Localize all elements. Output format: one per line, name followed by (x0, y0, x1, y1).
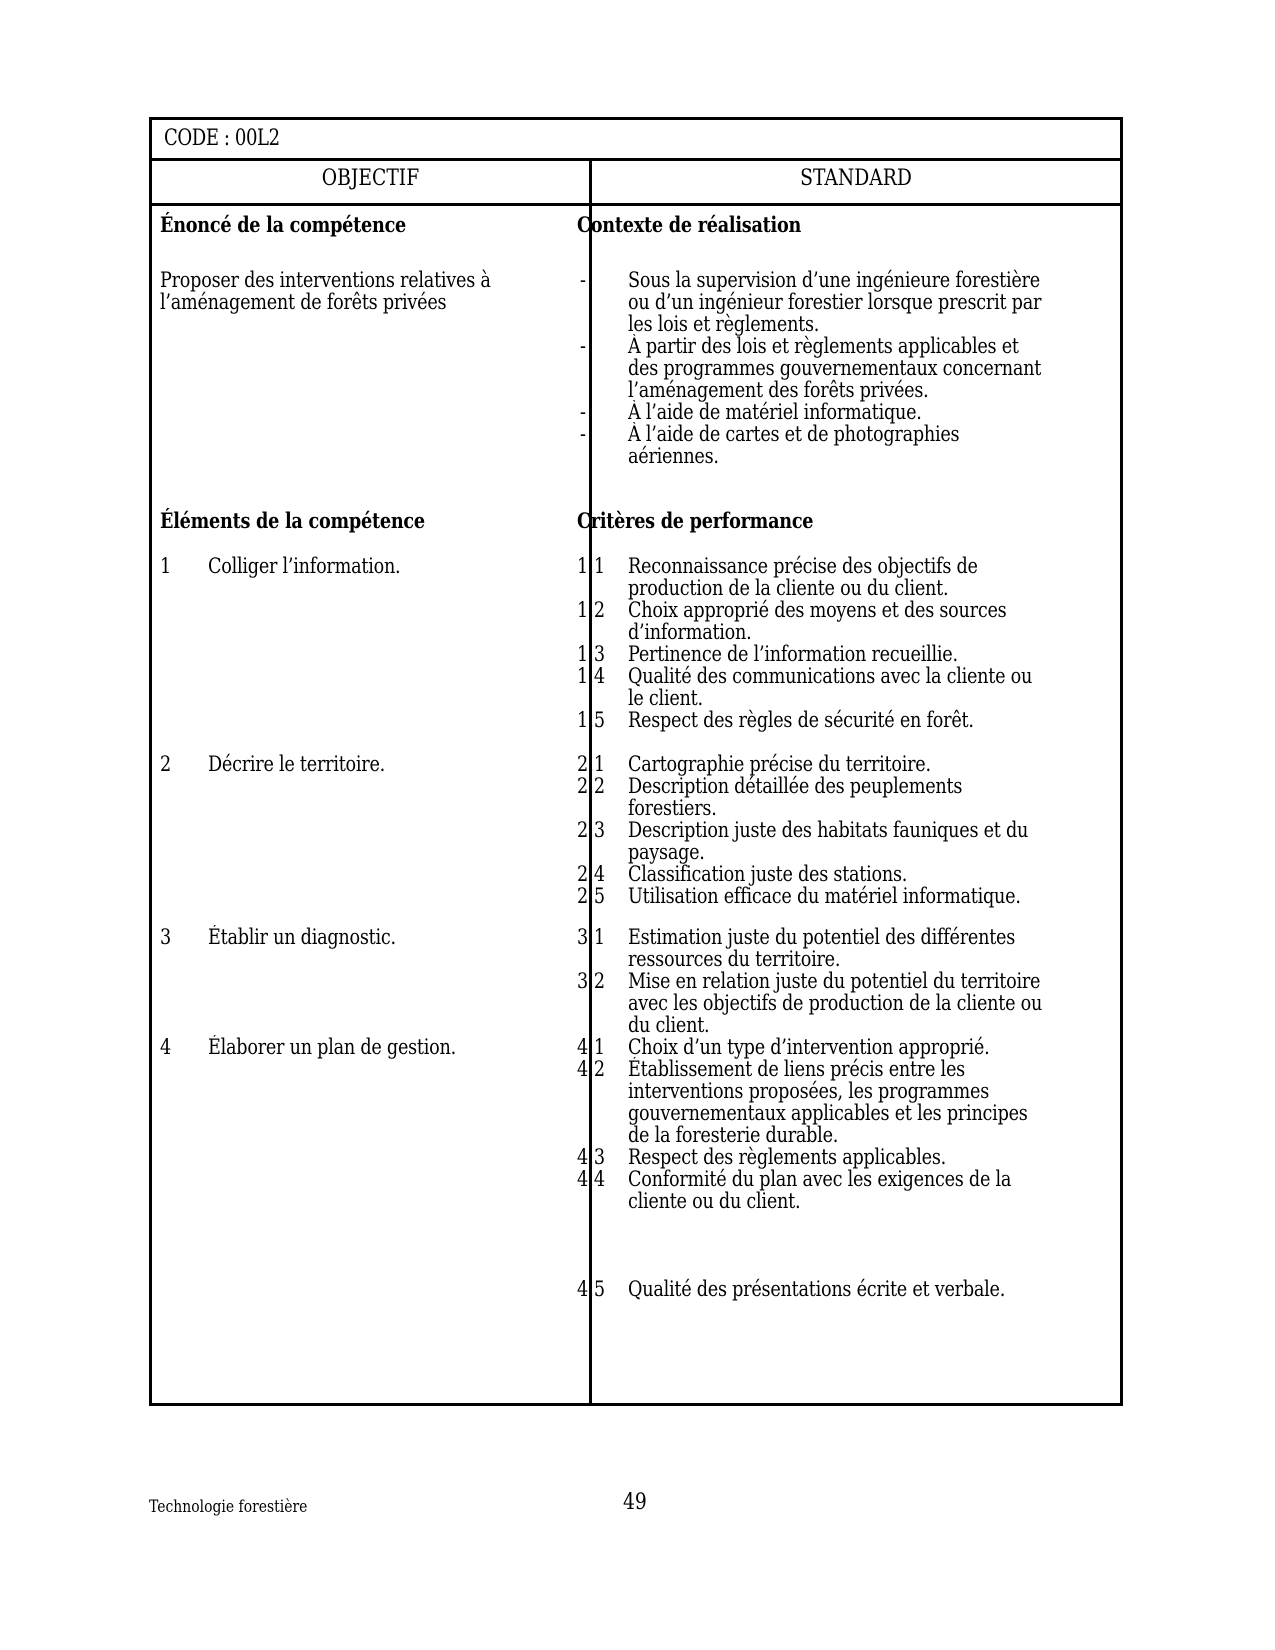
objectif-header: OBJECTIF (321, 166, 420, 191)
criterion-line: interventions proposées, les programmes (628, 1079, 990, 1103)
criterion-line: de la foresterie durable. (628, 1123, 839, 1147)
criterion-line: Classification juste des stations. (628, 862, 908, 886)
criterion-line: ressources du territoire. (628, 947, 841, 971)
criterion-line: Respect des règles de sécurité en forêt. (628, 708, 974, 732)
criterion-number: 4.5 (577, 1277, 606, 1301)
criteres-title: Critères de performance (577, 508, 814, 533)
element-number: 2 (160, 752, 172, 776)
criterion-number: 2.3 (577, 818, 606, 842)
criterion-line: gouvernementaux applicables et les principes (628, 1101, 1028, 1125)
criterion-line: Respect des règlements applicables. (628, 1145, 946, 1169)
criterion-line: Utilisation efficace du matériel informatique. (628, 884, 1021, 908)
contexte-line: l’aménagement des forêts privées. (628, 378, 929, 402)
criterion-line: Qualité des présentations écrite et verbale. (628, 1277, 1006, 1301)
elements-title: Éléments de la compétence (160, 508, 425, 533)
element-number: 1 (160, 554, 172, 578)
contexte-title: Contexte de réalisation (577, 212, 802, 237)
footer-program-name: Technologie forestière (149, 1497, 308, 1517)
element-number: 4 (160, 1035, 172, 1059)
criterion-number: 1.4 (577, 664, 606, 688)
element-label: Élaborer un plan de gestion. (208, 1035, 456, 1059)
enonce-line: Proposer des interventions relatives à (160, 268, 491, 292)
criterion-line: Établissement de liens précis entre les (628, 1057, 965, 1081)
contexte-line: À l’aide de cartes et de photographies (628, 422, 960, 446)
criterion-line: du client. (628, 1013, 710, 1037)
standard-header: STANDARD (800, 166, 912, 191)
criterion-number: 2.4 (577, 862, 606, 886)
criterion-number: 4.3 (577, 1145, 606, 1169)
bullet: - (580, 334, 586, 358)
contexte-line: ou d’un ingénieur forestier lorsque prescrit par (628, 290, 1042, 314)
enonce-title: Énoncé de la compétence (160, 212, 407, 237)
criterion-number: 1.5 (577, 708, 606, 732)
criterion-number: 2.1 (577, 752, 606, 776)
contexte-line: À partir des lois et règlements applicables et (628, 334, 1019, 358)
page-number: 49 (623, 1490, 647, 1515)
criterion-number: 2.5 (577, 884, 606, 908)
criterion-line: Choix d’un type d’intervention approprié. (628, 1035, 990, 1059)
contexte-line: les lois et règlements. (628, 312, 820, 336)
bullet: - (580, 268, 586, 292)
criterion-line: avec les objectifs de production de la cliente ou (628, 991, 1043, 1015)
criterion-number: 3.1 (577, 925, 606, 949)
contexte-line: des programmes gouvernementaux concernant (628, 356, 1042, 380)
criterion-line: Qualité des communications avec la cliente ou (628, 664, 1033, 688)
criterion-line: paysage. (628, 840, 705, 864)
element-label: Colliger l’information. (208, 554, 401, 578)
contexte-line: Sous la supervision d’une ingénieure forestière (628, 268, 1040, 292)
code-row (152, 120, 1120, 161)
contexte-line: À l’aide de matériel informatique. (628, 400, 922, 424)
criterion-number: 3.2 (577, 969, 606, 993)
criterion-line: Description détaillée des peuplements (628, 774, 963, 798)
enonce-line: l’aménagement de forêts privées (160, 290, 447, 314)
bullet: - (580, 400, 586, 424)
element-label: Établir un diagnostic. (208, 925, 396, 949)
bullet: - (580, 422, 586, 446)
criterion-line: forestiers. (628, 796, 717, 820)
criterion-line: d’information. (628, 620, 752, 644)
criterion-line: Choix approprié des moyens et des sources (628, 598, 1007, 622)
criterion-number: 2.2 (577, 774, 606, 798)
criterion-line: Mise en relation juste du potentiel du territoire (628, 969, 1041, 993)
competency-code: CODE : 00L2 (164, 126, 280, 151)
criterion-number: 4.4 (577, 1167, 606, 1191)
competency-table (149, 117, 1123, 1406)
criterion-line: Conformité du plan avec les exigences de la (628, 1167, 1012, 1191)
header-row (152, 158, 1120, 206)
criterion-line: Pertinence de l’information recueillie. (628, 642, 958, 666)
criterion-line: Estimation juste du potentiel des différentes (628, 925, 1016, 949)
criterion-line: Description juste des habitats fauniques et du (628, 818, 1029, 842)
criterion-line: Reconnaissance précise des objectifs de (628, 554, 978, 578)
contexte-line: aériennes. (628, 444, 719, 468)
criterion-line: le client. (628, 686, 703, 710)
criterion-number: 4.2 (577, 1057, 606, 1081)
element-label: Décrire le territoire. (208, 752, 386, 776)
criterion-line: Cartographie précise du territoire. (628, 752, 931, 776)
criterion-number: 1.1 (577, 554, 606, 578)
criterion-line: cliente ou du client. (628, 1189, 801, 1213)
criterion-number: 1.3 (577, 642, 606, 666)
criterion-number: 1.2 (577, 598, 606, 622)
element-number: 3 (160, 925, 172, 949)
criterion-number: 4.1 (577, 1035, 606, 1059)
criterion-line: production de la cliente ou du client. (628, 576, 949, 600)
